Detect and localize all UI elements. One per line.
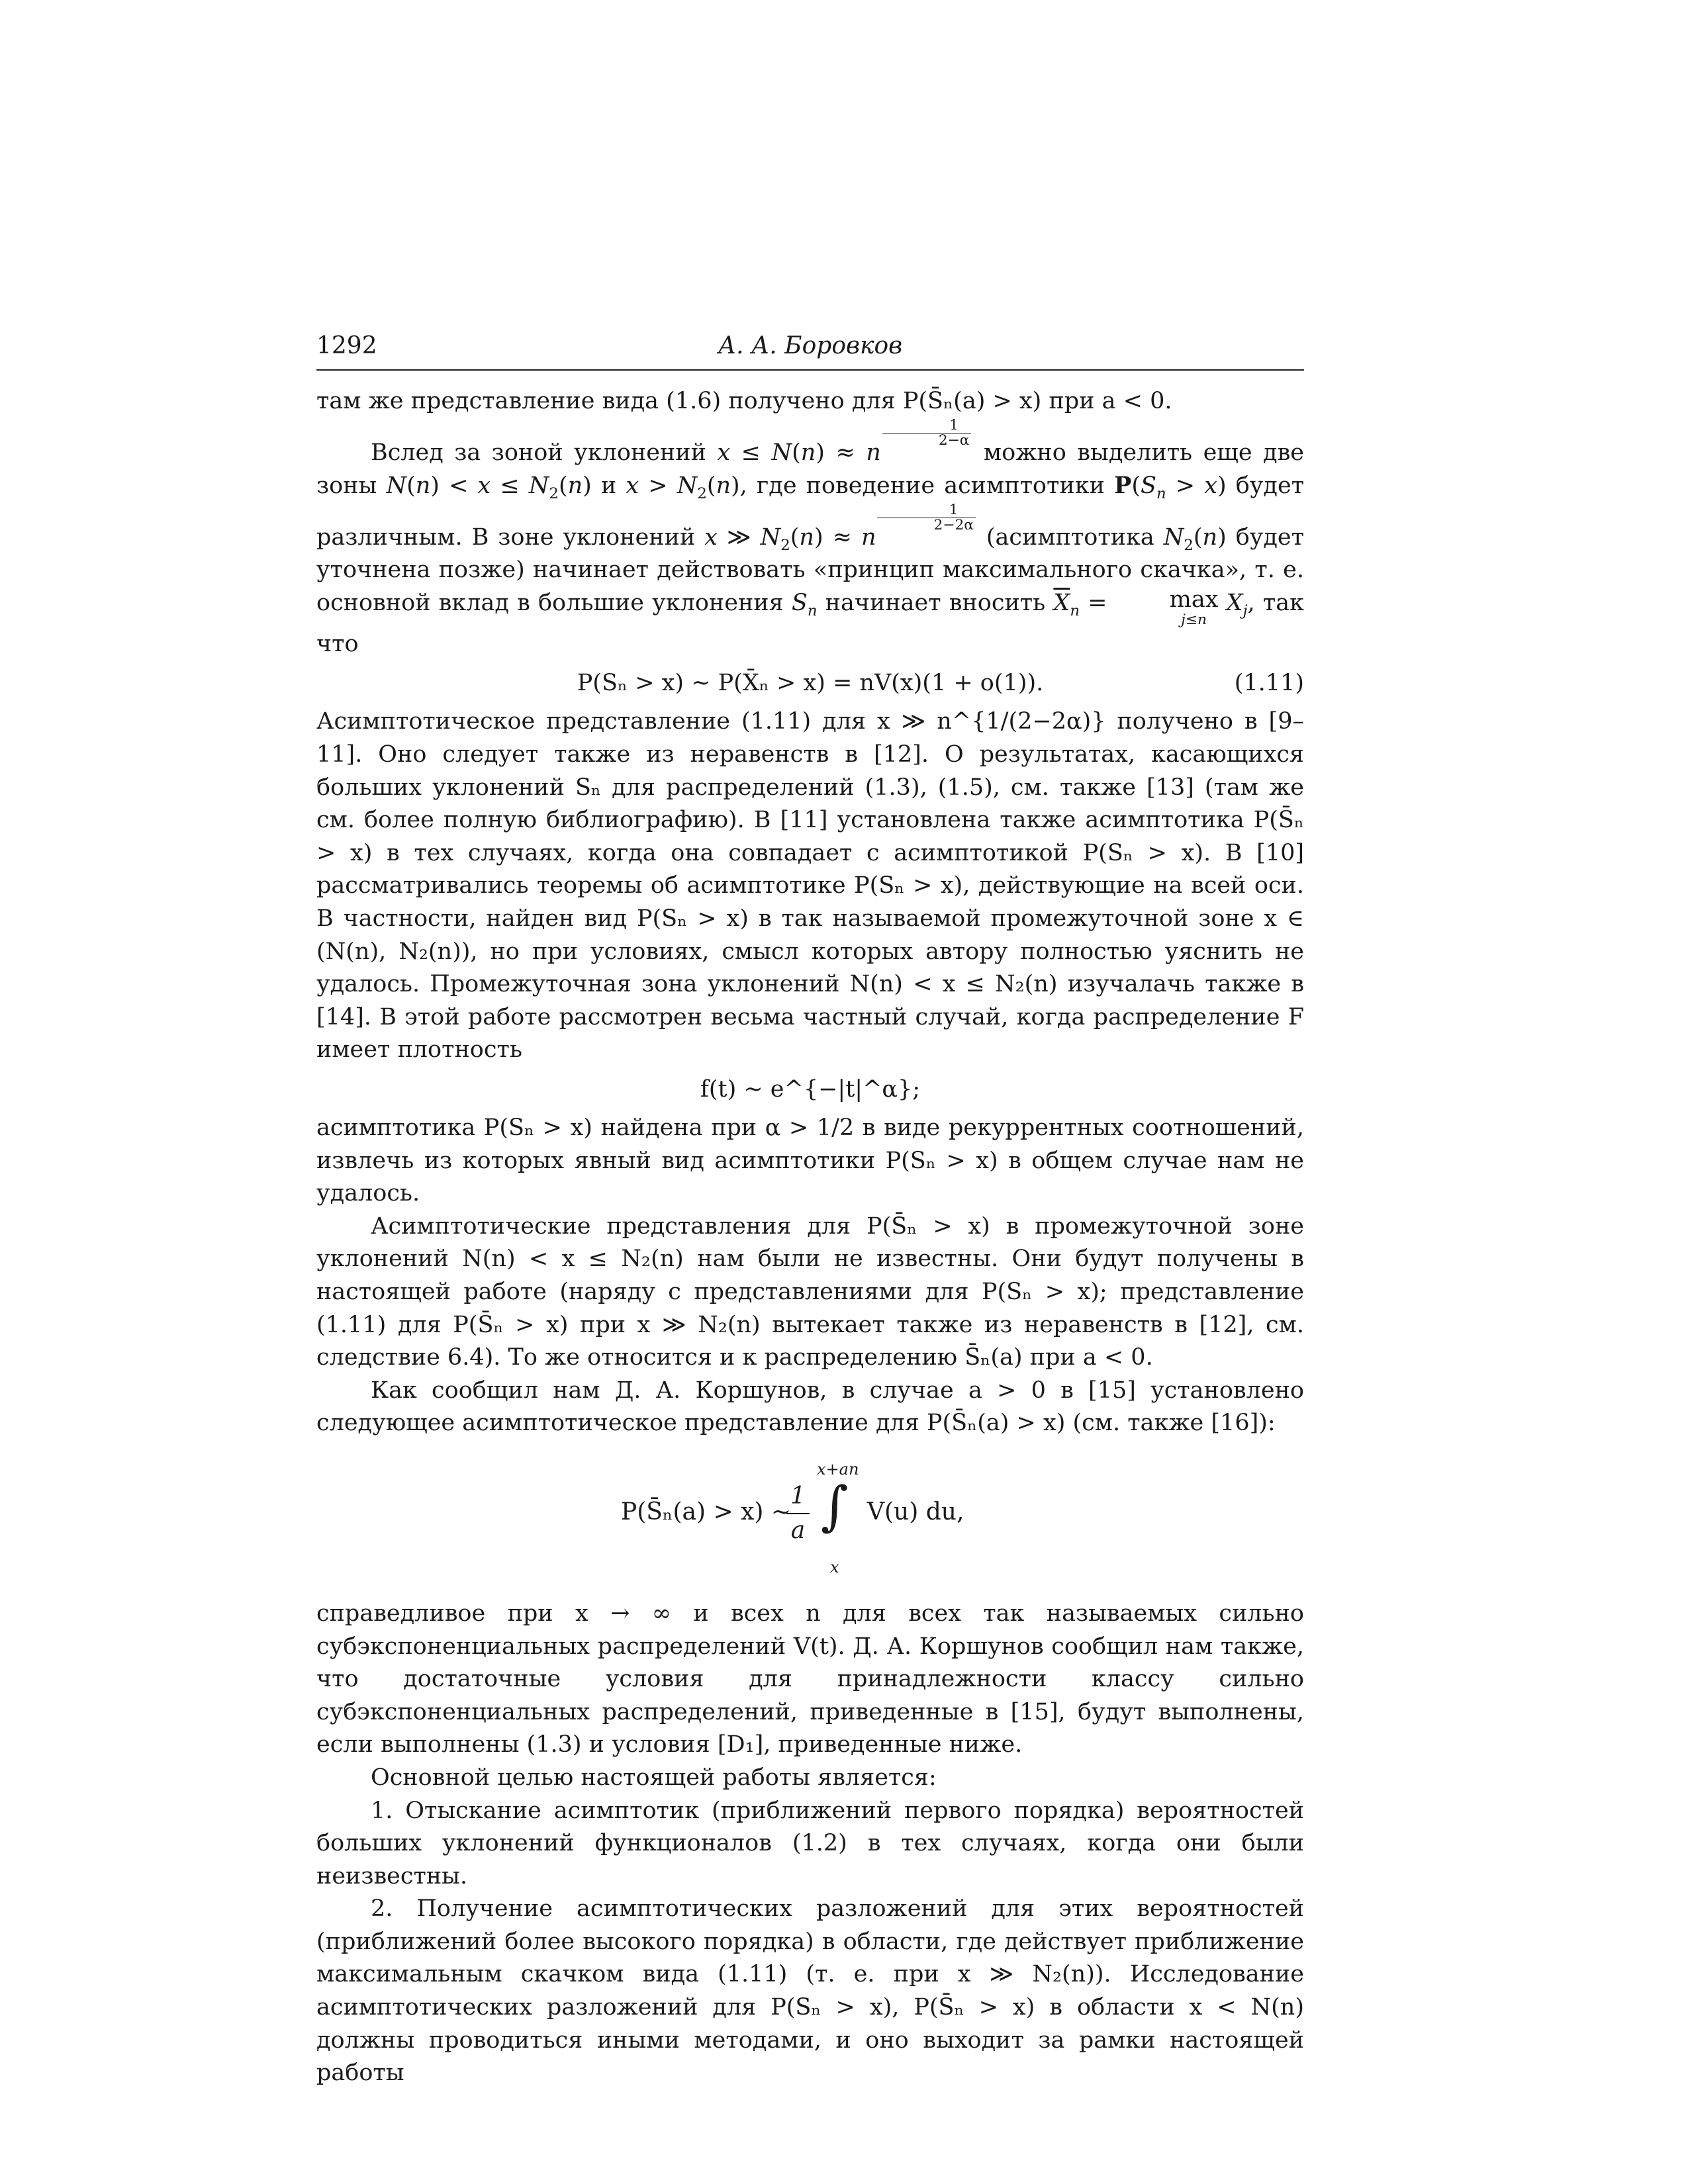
paragraph-6: Как сообщил нам Д. А. Коршунов, в случае a > 0 в [15] установлено следующее асимптотическое представление для P(S̄ₙ(a) > x) (см. также [16]): bbox=[316, 1377, 1304, 1437]
equation-1-11 bbox=[316, 664, 1304, 702]
integral-fraction: $\frac{1}{a}$ bbox=[786, 1480, 810, 1547]
integral-sign: ∫ bbox=[821, 1475, 849, 1537]
paragraph-4: асимптотика P(Sₙ > x) найдена при α > 1/2 в виде рекуррентных соотношений, извлечь из которых явный вид асимптотики P(Sₙ > x) в общем случае нам не удалось. bbox=[316, 1115, 1304, 1207]
integral-rhs: V(u) du, bbox=[867, 1498, 964, 1525]
paragraph-3: Асимптотическое представление (1.11) для x ≫ n^{1/(2−2α)} получено в [9–11]. Оно следует также из неравенств в [12]. О результатах, касающихся больших уклонений Sₙ для распределений (1.3), (1.5), см. также [13] (там же см. более полную библиографию). В [11] установлена также асимптотика P(S̄ₙ > x) в тех случаях, когда она совпадает с асимптотикой P(Sₙ > x). В [10] рассматривались теоремы об асимптотике P(Sₙ > x), действующие на всей оси. В частности, найден вид P(Sₙ > x) в так называемой промежуточной зоне x ∈ (N(n), N₂(n)), но при условиях, смысл которых автору полностью уяснить не удалось. Промежуточная зона уклонений N(n) < x ≤ N₂(n) изучалачь также в [14]. В этой работе рассмотрен весьма частный случай, когда распределение F имеет плотность bbox=[316, 708, 1304, 1064]
exponent-fraction: $\frac{1}{2-\alpha}$ bbox=[882, 418, 972, 449]
paragraph-2: Вслед за зоной уклонений x ≤ N(n) ≈ n $\frac{1}{2-\alpha}$ можно выделить еще две зоны $N(n) < x \le N_2(n)$ и $x > N_2(n)$, где поведение асимптотики $P(S_n > x)$ будет различным. В зоне уклонений x ≫ $N_2(n) \approx n$ $\frac{1}{2-2\alpha}$ (асимптотика $N_2(n)$ будет уточнена позже) начинает действовать «принцип максимального скачка», т. е. основной вклад в большие уклонения $S_n$ начинает вносить $\overline{X}_n = \max$ j≤n $X_j$, так что bbox=[316, 416, 1305, 657]
page-number: 1292 bbox=[316, 332, 377, 359]
equation-label: (1.11) bbox=[1234, 670, 1304, 697]
density-formula: f(t) ∼ e^{−|t|^α}; bbox=[700, 1076, 921, 1103]
integral-lower-limit: x bbox=[830, 1557, 839, 1576]
paragraph-1: там же представление вида (1.6) получено для P(S̄ₙ(a) > x) при a < 0. bbox=[316, 388, 1172, 414]
running-header bbox=[316, 331, 1304, 371]
body-text bbox=[316, 385, 1304, 2090]
integral-upper-limit: x+an bbox=[817, 1459, 859, 1479]
max-operator: max j≤n bbox=[1169, 586, 1219, 629]
paragraph-7: справедливое при x → ∞ и всех n для всех так называемых сильно субэкспоненциальных распределений V(t). Д. А. Коршунов сообщил нам также, что достаточные условия для принадлежности классу сильно субэкспоненциальных распределений, приведенные в [15], будут выполнены, если выполнены (1.3) и условия [D₁], приведенные ниже. bbox=[316, 1600, 1304, 1758]
exponent-fraction: $\frac{1}{2-2\alpha}$ bbox=[877, 503, 975, 534]
paragraph-5: Асимптотические представления для P(S̄ₙ > x) в промежуточной зоне уклонений N(n) < x ≤ N₂(n) нам были не известны. Они будут получены в настоящей работе (наряду с представлениями для P(Sₙ > x); представление (1.11) для P(S̄ₙ > x) при x ≫ N₂(n) вытекает также из неравенств в [12], см. следствие 6.4). То же относится и к распределению S̄ₙ(a) при a < 0. bbox=[316, 1212, 1304, 1371]
integral-equation bbox=[316, 1453, 1304, 1578]
paragraph-8: Основной целью настоящей работы является: bbox=[371, 1764, 937, 1791]
running-author: А. А. Боровков bbox=[718, 332, 903, 359]
equation-1-11-body: P(Sₙ > x) ∼ P(X̄ₙ > x) = nV(x)(1 + o(1)). bbox=[577, 670, 1044, 697]
page bbox=[316, 331, 1304, 2090]
list-item-1: 1. Отыскание асимптотик (приближений первого порядка) вероятностей больших уклонений функционалов (1.2) в тех случаях, когда они были неизвестны. bbox=[316, 1797, 1304, 1889]
list-item-2: 2. Получение асимптотических разложений для этих вероятностей (приближений более высокого порядка) в области, где действует приближение максимальным скачком вида (1.11) (т. е. при x ≫ N₂(n)). Исследование асимптотических разложений для P(Sₙ > x), P(S̄ₙ > x) в области x < N(n) должны проводиться иными методами, и оно выходит за рамки настоящей работы bbox=[316, 1895, 1304, 2087]
integral-lhs: P(S̄ₙ(a) > x) ∼ bbox=[621, 1498, 792, 1525]
